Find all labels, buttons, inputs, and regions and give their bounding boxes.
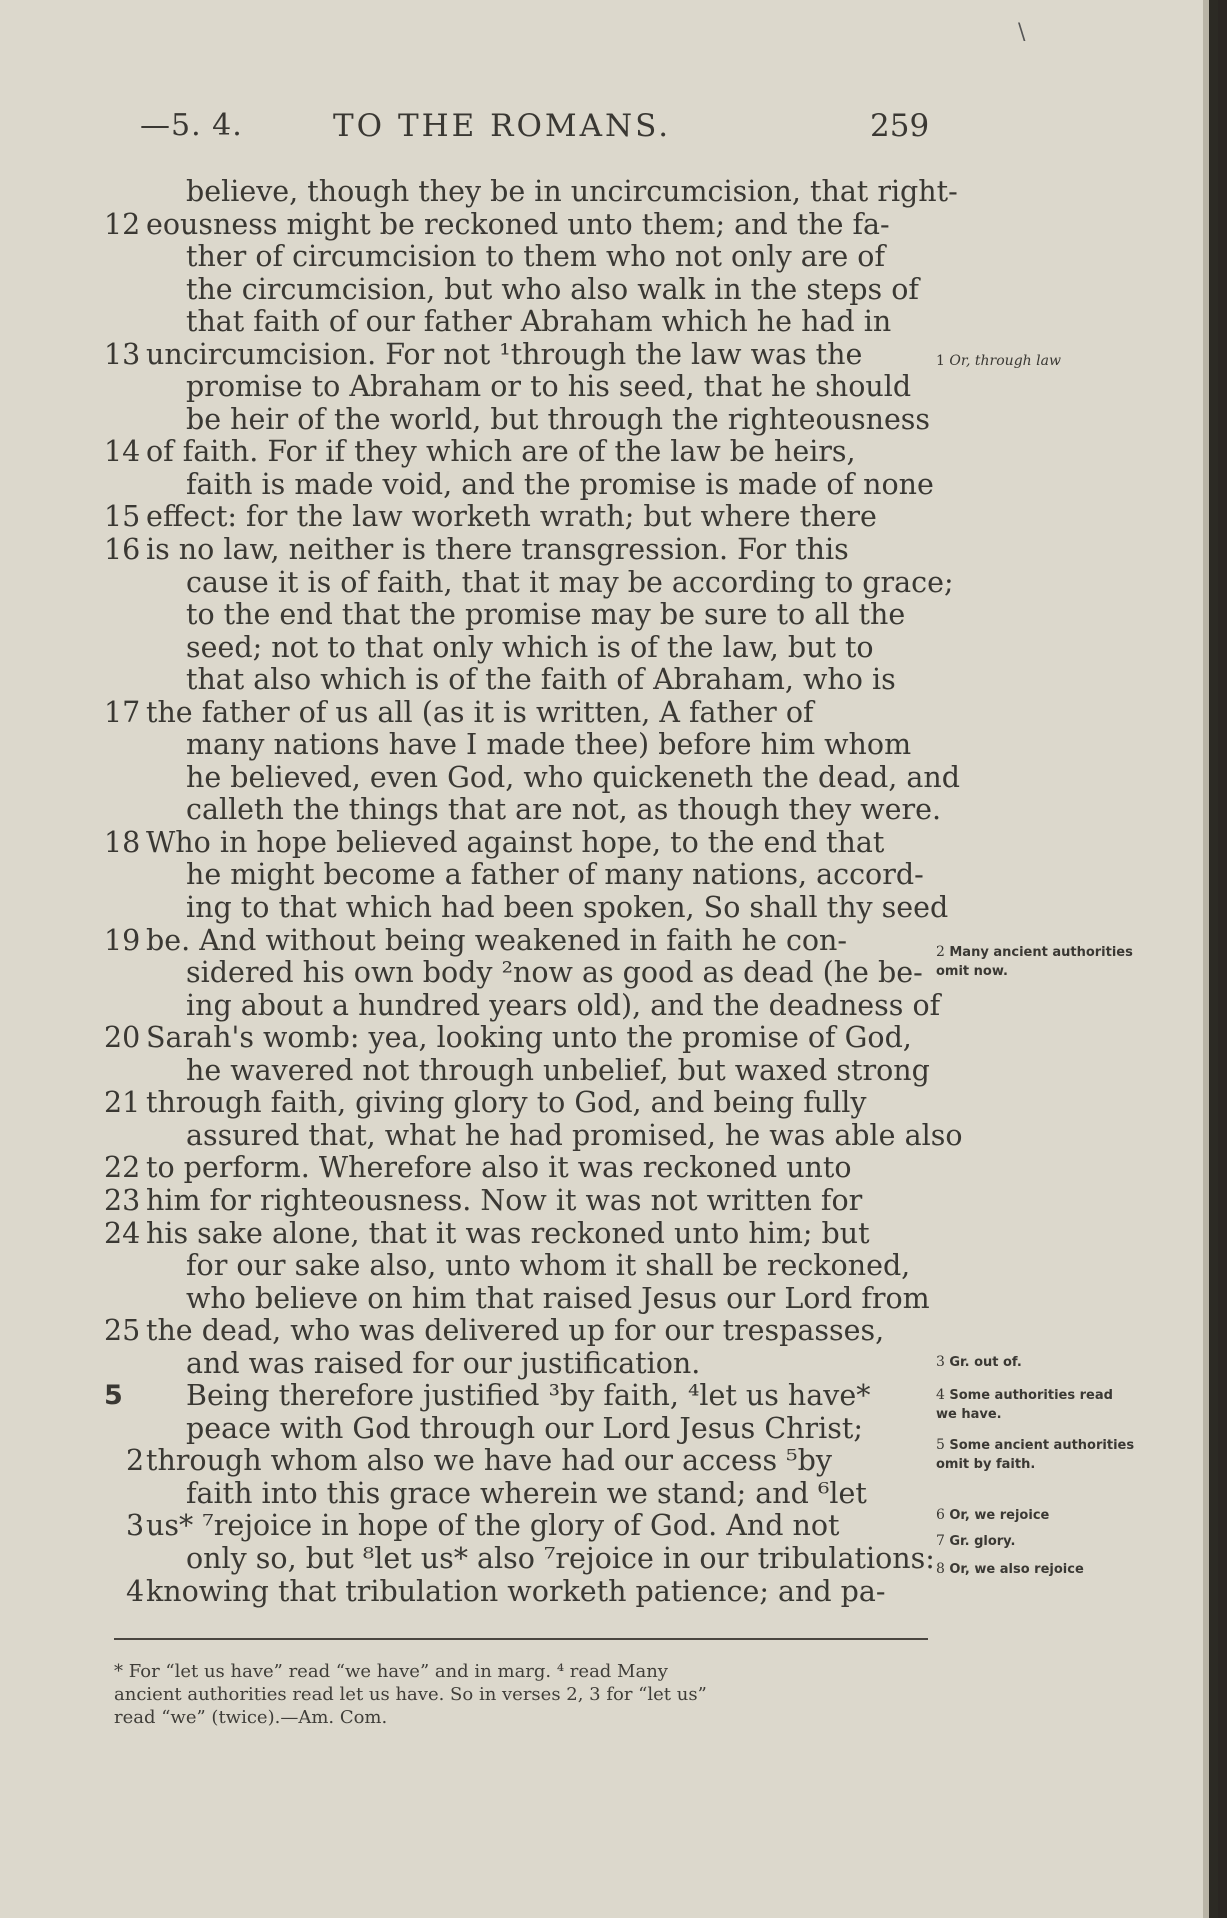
text-line xyxy=(104,1445,934,1478)
text-line xyxy=(104,175,958,209)
text-line xyxy=(104,371,934,404)
text-line xyxy=(104,1543,934,1576)
verse-number: 16 xyxy=(104,533,141,567)
text-line xyxy=(104,859,934,892)
line-text: through faith, giving glory to God, and being fully xyxy=(146,1086,867,1120)
verse-number: 3 xyxy=(126,1509,145,1543)
line-text: who believe on him that raised Jesus our Lord from xyxy=(186,1281,930,1315)
line-text: only so, but ⁸let us* also ⁷rejoice in our tribulations: xyxy=(186,1541,935,1575)
line-text: Being therefore justified ³by faith, ⁴let us have* xyxy=(186,1379,871,1413)
scripture-text xyxy=(104,175,963,1608)
side-note-text: Gr. glory. xyxy=(949,1534,1016,1549)
text-line xyxy=(104,339,934,372)
text-line xyxy=(104,209,934,242)
text-line xyxy=(104,1413,934,1446)
text-line xyxy=(104,599,934,632)
line-text: knowing that tribulation worketh patience; and pa- xyxy=(146,1574,886,1608)
line-text: and was raised for our justification. xyxy=(186,1346,701,1380)
verse-number: 22 xyxy=(104,1151,141,1185)
text-line xyxy=(104,565,954,600)
text-line xyxy=(104,1283,934,1316)
text-line xyxy=(104,988,941,1023)
line-text: Who in hope believed against hope, to the end that xyxy=(146,825,885,859)
verse-number: 13 xyxy=(104,337,141,371)
verse-number: 14 xyxy=(104,435,141,469)
text-line xyxy=(104,534,934,567)
text-line xyxy=(104,760,961,795)
verse-number: 2 xyxy=(126,1444,145,1478)
line-text: that also which is of the faith of Abraham, who is xyxy=(186,663,896,697)
line-text: the circumcision, but who also walk in the steps of xyxy=(186,272,919,306)
side-note-text: Some authorities read we have. xyxy=(936,1388,1113,1422)
line-text: he wavered not through unbelief, but waxed strong xyxy=(186,1053,930,1087)
side-note-text: Many ancient authorities omit now. xyxy=(936,945,1133,979)
text-line xyxy=(104,469,934,502)
side-note-text: Or, we also rejoice xyxy=(949,1562,1084,1577)
text-line xyxy=(104,1055,934,1088)
line-text: through whom also we have had our access ⁵by xyxy=(146,1444,832,1478)
side-note-3: 3 Gr. out of. xyxy=(936,1354,1022,1370)
text-line xyxy=(104,632,934,665)
verse-number: 12 xyxy=(104,207,141,241)
line-text: ing about a hundred years old), and the deadness of xyxy=(186,988,941,1022)
side-note-4: 4 Some authorities read we have. xyxy=(936,1387,1113,1422)
verse-number: 19 xyxy=(104,923,141,957)
line-text: ing to that which had been spoken, So shall thy seed xyxy=(186,891,949,925)
line-text: effect: for the law worketh wrath; but where there xyxy=(146,500,877,534)
footnote-line: * For “let us have” read “we have” and in marg. ⁴ read Many xyxy=(114,1661,668,1682)
line-text: seed; not to that only which is of the law, but to xyxy=(186,630,874,664)
side-note-text: Gr. out of. xyxy=(949,1355,1022,1370)
text-line xyxy=(104,1087,934,1120)
text-line xyxy=(104,925,934,958)
text-line xyxy=(104,241,934,274)
side-note-2: 2 Many ancient authorities omit now. xyxy=(936,944,1133,979)
text-line xyxy=(104,1152,934,1185)
verse-number: 21 xyxy=(104,1086,141,1120)
line-text: to perform. Wherefore also it was reckoned unto xyxy=(146,1151,852,1185)
footnote-line: read “we” (twice).—Am. Com. xyxy=(114,1707,388,1728)
text-line xyxy=(104,274,934,307)
line-text: his sake alone, that it was reckoned unto him; but xyxy=(146,1216,870,1250)
text-line xyxy=(104,729,934,762)
footnote xyxy=(114,1660,938,1729)
side-note-5: 5 Some ancient authorities omit by faith. xyxy=(936,1437,1135,1472)
line-text: assured that, what he had promised, he was able also xyxy=(186,1118,963,1152)
side-note-6: 6 Or, we rejoice xyxy=(936,1507,1050,1523)
verse-number: 24 xyxy=(104,1216,141,1250)
verse-number: 18 xyxy=(104,825,141,859)
verse-number: 20 xyxy=(104,1021,141,1055)
text-line xyxy=(104,436,934,469)
text-line xyxy=(104,957,934,990)
book-spine xyxy=(1209,0,1218,1918)
line-text: faith is made void, and the promise is made of none xyxy=(186,467,934,501)
line-text: ther of circumcision to them who not only are of xyxy=(186,240,886,274)
line-text: for our sake also, unto whom it shall be reckoned, xyxy=(186,1249,911,1283)
verse-number: 25 xyxy=(104,1314,141,1348)
text-line xyxy=(104,664,934,697)
footnote-divider xyxy=(114,1638,928,1640)
line-text: the dead, who was delivered up for our trespasses, xyxy=(146,1314,885,1348)
verse-number: 23 xyxy=(104,1183,141,1217)
line-text: he believed, even God, who quickeneth the dead, and xyxy=(186,760,961,794)
line-text: calleth the things that are not, as though they were. xyxy=(186,793,942,827)
running-header xyxy=(0,108,1218,148)
text-line xyxy=(104,697,934,730)
verse-number: 15 xyxy=(104,500,141,534)
text-line xyxy=(104,793,942,827)
chapter-verse-ref: —5. 4. xyxy=(140,108,243,143)
line-text: Sarah's womb: yea, looking unto the promise of God, xyxy=(146,1021,912,1055)
line-text: many nations have I made thee) before him whom xyxy=(186,728,912,762)
book-title: TO THE ROMANS. xyxy=(333,108,672,144)
text-line xyxy=(104,306,934,339)
text-line xyxy=(104,501,934,534)
text-line xyxy=(104,891,949,925)
line-text: peace with God through our Lord Jesus Christ; xyxy=(186,1411,863,1445)
line-text: be. And without being weakened in faith he con- xyxy=(146,923,848,957)
side-note-7: 7 Gr. glory. xyxy=(936,1533,1016,1549)
side-note-text: Or, we rejoice xyxy=(949,1508,1050,1523)
line-text: be heir of the world, but through the righteousness xyxy=(186,402,931,436)
text-line xyxy=(104,1510,934,1543)
text-line xyxy=(104,1250,934,1283)
text-line xyxy=(104,1022,934,1055)
text-line xyxy=(104,1478,934,1511)
corner-mark: \ xyxy=(1018,20,1026,45)
text-line xyxy=(104,827,934,860)
text-line xyxy=(104,1218,934,1251)
chapter-number: 5 xyxy=(104,1380,123,1412)
line-text: cause it is of faith, that it may be according to grace; xyxy=(186,565,954,599)
line-text: the father of us all (as it is written, A father of xyxy=(146,695,814,729)
text-line xyxy=(104,1315,934,1348)
side-note-8: 8 Or, we also rejoice xyxy=(936,1561,1084,1577)
side-note-1: 1 Or, through law xyxy=(936,353,1061,369)
line-text: eousness might be reckoned unto them; and the fa- xyxy=(146,207,890,241)
line-text: us* ⁷rejoice in hope of the glory of God. And not xyxy=(146,1509,840,1543)
text-line xyxy=(104,1380,934,1413)
line-text: promise to Abraham or to his seed, that he should xyxy=(186,370,912,404)
line-text: believe, though they be in uncircumcision, that right- xyxy=(186,175,958,208)
line-text: of faith. For if they which are of the law be heirs, xyxy=(146,435,856,469)
footnote-line: ancient authorities read let us have. So in verses 2, 3 for “let us” xyxy=(114,1684,707,1705)
line-text: faith into this grace wherein we stand; and ⁶let xyxy=(186,1476,867,1510)
text-line xyxy=(104,1118,963,1153)
page-number: 259 xyxy=(870,108,930,144)
line-text: he might become a father of many nations, accord- xyxy=(186,858,924,892)
text-line xyxy=(104,404,934,437)
text-line xyxy=(104,1348,934,1381)
line-text: to the end that the promise may be sure to all the xyxy=(186,598,906,632)
line-text: sidered his own body ²now as good as dead (he be- xyxy=(186,956,923,990)
line-text: is no law, neither is there transgression. For this xyxy=(146,533,849,567)
line-text: uncircumcision. For not ¹through the law was the xyxy=(146,337,863,371)
verse-number: 17 xyxy=(104,695,141,729)
line-text: him for righteousness. Now it was not written for xyxy=(146,1183,863,1217)
text-line xyxy=(104,1185,934,1218)
side-note-text: Some ancient authorities omit by faith. xyxy=(936,1438,1135,1472)
verse-number: 4 xyxy=(126,1574,145,1608)
text-line xyxy=(104,1576,934,1609)
line-text: that faith of our father Abraham which he had in xyxy=(186,305,892,339)
side-note-text: Or, through law xyxy=(949,353,1061,369)
